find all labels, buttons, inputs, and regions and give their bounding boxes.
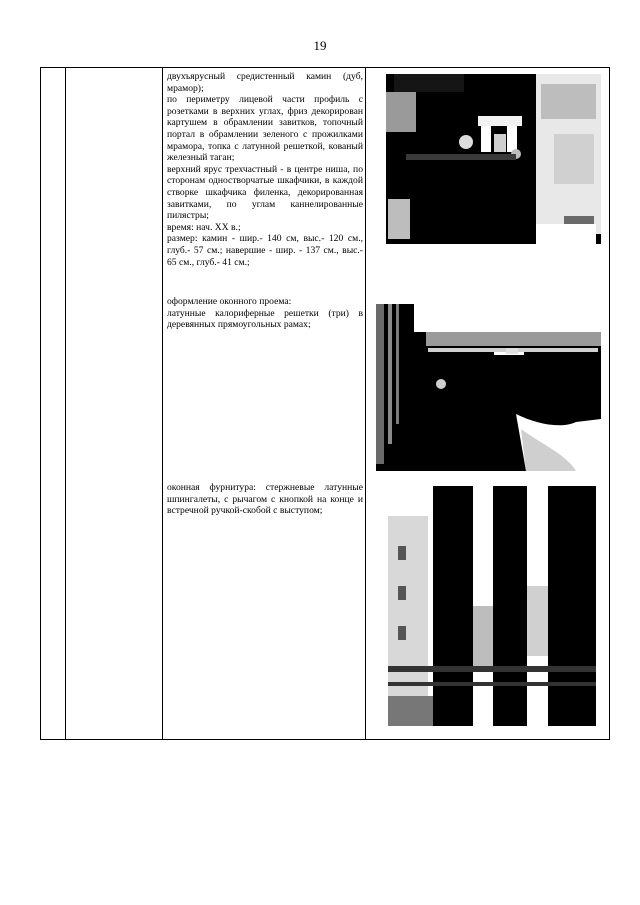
column-divider-2 (162, 68, 163, 739)
radiator-grille-photo (376, 304, 601, 471)
description-paragraph: двухъярусный средистенный камин (дуб, мрамор); (167, 71, 363, 94)
description-paragraph: размер: камин - шир.- 140 см, выс.- 120 см., глуб.- 57 см.; навершие - шир. - 137 см., выс.- 65 см., глуб.- 41 см.; (167, 233, 363, 268)
column-divider-1 (65, 68, 66, 739)
page-number: 19 (313, 38, 327, 53)
description-window-opening (167, 296, 363, 331)
description-paragraph: верхний ярус трехчастный - в центре ниша, по сторонам одностворчатые шкафчики, в каждой створке шкафчика филенка, декорированная завитками, по углам каннелированные пилястры; (167, 163, 363, 222)
description-paragraph: по периметру лицевой части профиль с розетками в верхних углах, фриз декорирован картушем в обрамлении завитков, топочный портал в обрамлении зеленого с прожилками мрамора, топка с латунной решеткой, кованый железный таган; (167, 94, 363, 164)
description-paragraph: латунные калориферные решетки (три) в деревянных прямоугольных рамах; (167, 307, 363, 331)
fireplace-photo (386, 74, 601, 244)
description-window-hardware (167, 482, 363, 517)
column-divider-3 (365, 68, 366, 739)
window-hardware-photo (388, 486, 601, 726)
description-fireplace (167, 71, 363, 268)
description-paragraph: время: нач. XX в.; (167, 221, 241, 233)
description-paragraph: оформление оконного проема: (167, 296, 292, 307)
description-paragraph: оконная фурнитура: стержневые латунные шпингалеты, с рычагом с кнопкой на конце и встречной ручкой-скобой с выступом; (167, 482, 363, 517)
inventory-table (40, 67, 610, 740)
